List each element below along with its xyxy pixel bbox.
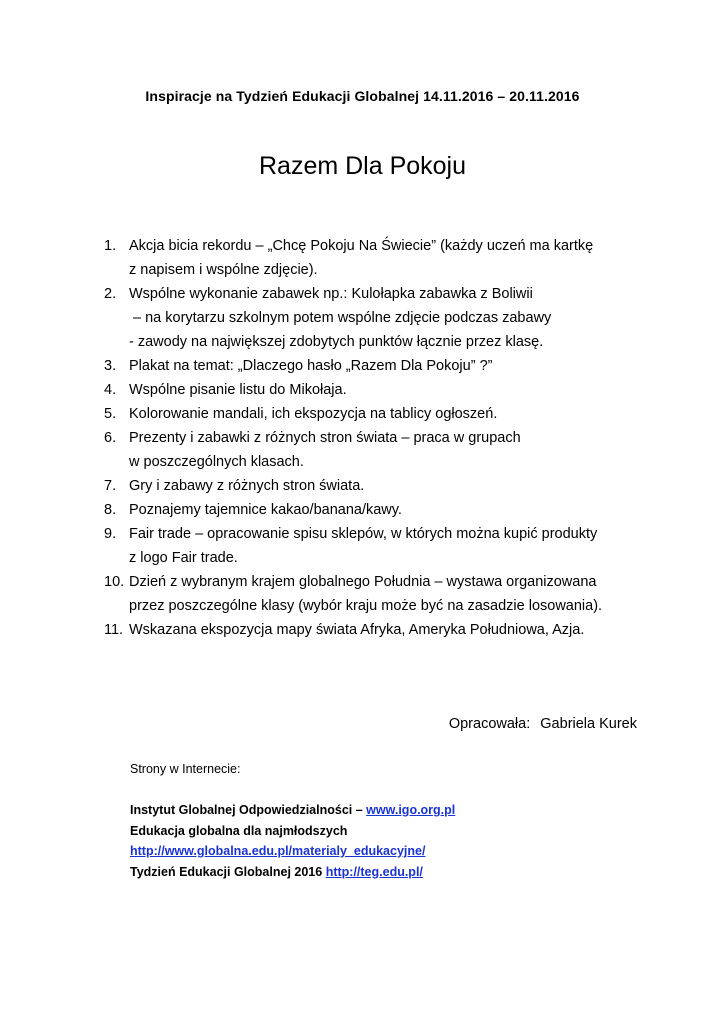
- list-item-number: 11.: [104, 622, 124, 638]
- list-item-text: przez poszczególne klasy (wybór kraju może być na zasadzie losowania).: [129, 598, 603, 614]
- list-item-number: 7.: [104, 478, 117, 494]
- list-item: [104, 282, 664, 354]
- list-item-text: Kolorowanie mandali, ich ekspozycja na tablicy ogłoszeń.: [129, 406, 498, 422]
- source-teg-name: Tydzień Edukacji Globalnej 2016: [130, 864, 323, 879]
- author-label: Opracowała:: [448, 716, 531, 732]
- source-globalna-link[interactable]: http://www.globalna.edu.pl/materialy_edukacyjne/: [130, 844, 426, 858]
- sources-list: [130, 800, 455, 882]
- list-item-number: 2.: [104, 286, 117, 302]
- list-item-number: 9.: [104, 526, 117, 542]
- source-igo-name: Instytut Globalnej Odpowiedzialności –: [130, 803, 363, 817]
- list-item-text: Wspólne wykonanie zabawek np.: Kulołapka zabawka z Boliwii: [129, 286, 533, 302]
- list-item-text: Poznajemy tajemnice kakao/banana/kawy.: [129, 502, 402, 518]
- author-credit: [449, 716, 637, 732]
- list-item-text: Akcja bicia rekordu – „Chcę Pokoju Na Świecie” (każdy uczeń ma kartkę: [129, 238, 594, 254]
- list-item: [104, 426, 664, 474]
- list-item-text: z napisem i wspólne zdjęcie).: [129, 262, 318, 278]
- list-item: [104, 570, 664, 618]
- list-item-number: 8.: [104, 502, 117, 518]
- list-item-number: 5.: [104, 406, 117, 422]
- list-item-number: 6.: [104, 430, 117, 446]
- list-item-number: 3.: [104, 358, 117, 374]
- list-item-text: Dzień z wybranym krajem globalnego Południa – wystawa organizowana: [129, 574, 597, 590]
- list-item: [104, 522, 664, 570]
- source-igo-link[interactable]: www.igo.org.pl: [366, 803, 456, 817]
- source-teg-link[interactable]: http://teg.edu.pl/: [325, 864, 423, 879]
- list-item-number: 10.: [104, 574, 125, 590]
- document-title: Razem Dla Pokoju: [258, 152, 467, 180]
- list-item-text: – na korytarzu szkolnym potem wspólne zdjęcie podczas zabawy: [133, 310, 552, 326]
- author-name: Gabriela Kurek: [540, 716, 637, 732]
- source-teg: [130, 862, 455, 883]
- list-item-text: Plakat na temat: „Dlaczego hasło „Razem Dla Pokoju” ?”: [129, 358, 493, 374]
- list-item-text: Prezenty i zabawki z różnych stron świata – praca w grupach: [129, 430, 521, 446]
- list-item-text: - zawody na największej zdobytych punktów łącznie przez klasę.: [129, 334, 544, 350]
- list-item-text: Wskazana ekspozycja mapy świata Afryka, Ameryka Południowa, Azja.: [129, 622, 585, 638]
- list-item: [104, 474, 664, 498]
- list-item: [104, 618, 664, 642]
- task-list: [104, 234, 664, 642]
- list-item-number: 1.: [104, 238, 117, 254]
- list-item-number: 4.: [104, 382, 117, 398]
- list-item-text: z logo Fair trade.: [129, 550, 238, 566]
- list-item: [104, 354, 664, 378]
- list-item-text: Fair trade – opracowanie spisu sklepów, w których można kupić produkty: [129, 526, 598, 542]
- document-subtitle: Inspiracje na Tydzień Edukacji Globalnej 14.11.2016 – 20.11.2016: [145, 88, 580, 104]
- source-globalna: [130, 841, 455, 862]
- list-item: [104, 234, 664, 282]
- list-item-text: Gry i zabawy z różnych stron świata.: [129, 478, 365, 494]
- list-item: [104, 378, 664, 402]
- sources-heading: Strony w Internecie:: [130, 762, 241, 776]
- source-globalna-name: Edukacja globalna dla najmłodszych: [130, 823, 348, 838]
- list-item: [104, 402, 664, 426]
- list-item: [104, 498, 664, 522]
- list-item-text: w poszczególnych klasach.: [129, 454, 304, 470]
- source-igo: [130, 800, 455, 821]
- list-item-text: Wspólne pisanie listu do Mikołaja.: [129, 382, 347, 398]
